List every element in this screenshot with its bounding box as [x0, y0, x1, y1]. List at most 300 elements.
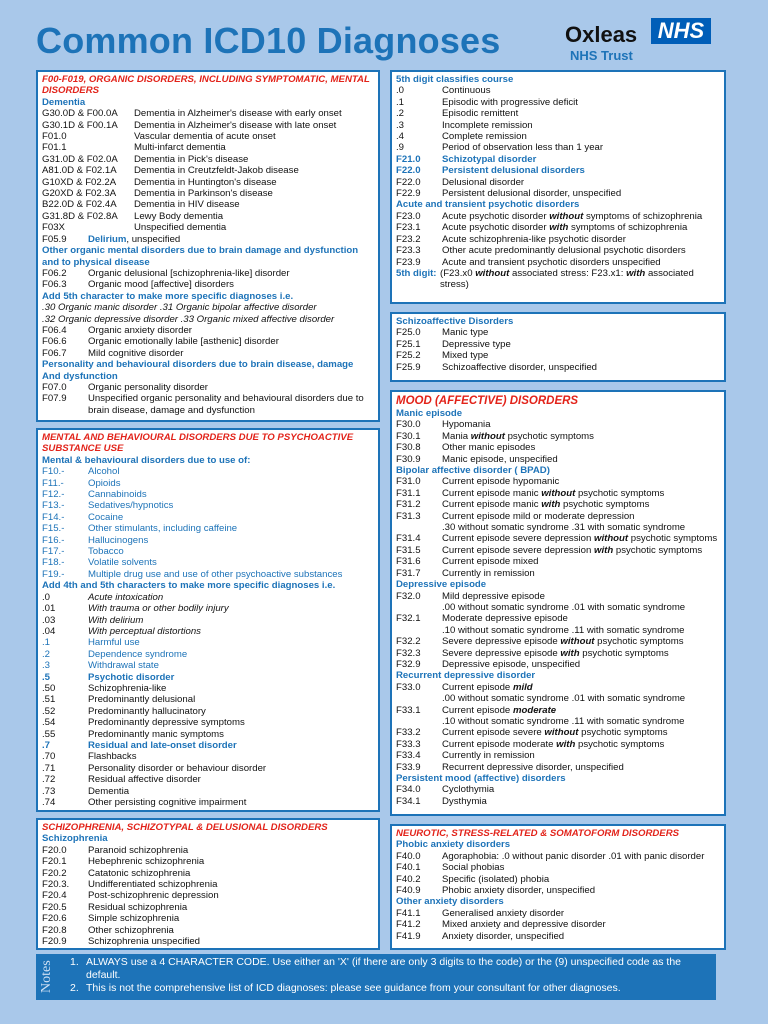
description: Dementia in Creutzfeldt-Jakob disease: [134, 165, 299, 177]
code: F20.8: [42, 924, 67, 936]
description: Undifferentiated schizophrenia: [88, 879, 218, 891]
code: G10XD & F02.2A: [42, 176, 117, 188]
code: .1: [396, 96, 405, 108]
list-item: F23.1 Acute psychotic disorder with symptoms of schizophrenia: [396, 222, 688, 234]
code: F22.9: [396, 188, 421, 200]
code: .70: [42, 751, 56, 763]
list-item: [42, 268, 374, 279]
code: .55: [42, 728, 56, 740]
description: Multiple drug use and use of other psychoactive substances: [88, 568, 343, 580]
section-heading: Acute and transient psychotic disorders: [396, 199, 580, 211]
description: Depressive type: [442, 338, 511, 350]
code: .3: [42, 660, 51, 672]
section-heading: Bipolar affective disorder ( BPAD): [396, 465, 550, 477]
code: .50: [42, 682, 56, 694]
code: .0: [42, 591, 51, 603]
list-item: [42, 108, 374, 119]
description: Predominantly delusional: [88, 694, 196, 706]
list-item: [42, 336, 374, 347]
code: G31.0D & F02.0A: [42, 153, 118, 165]
list-item: F31.5 Current episode severe depression with psychotic symptoms: [396, 544, 703, 556]
description: Simple schizophrenia: [88, 913, 180, 925]
list-item: F33.0 Current episode mild: [396, 681, 533, 693]
code: A81.0D & F02.1A: [42, 165, 117, 177]
list-item: [396, 97, 720, 108]
list-item: [42, 325, 374, 336]
description: Dementia in HIV disease: [134, 199, 240, 211]
list-item: [42, 546, 374, 557]
list-item: [396, 762, 720, 773]
description: Predominantly depressive symptoms: [88, 717, 245, 729]
list-item: [42, 660, 374, 671]
list-item: [42, 211, 374, 222]
list-item: .7 Residual and late-onset disorder: [42, 739, 237, 751]
code: F14.-: [42, 511, 65, 523]
list-item: [42, 523, 374, 534]
list-item: F31.2 Current episode manic with psychotic symptoms: [396, 499, 650, 511]
code: F20.3.: [42, 879, 70, 891]
code: F23.9: [396, 256, 421, 268]
code: F20.2: [42, 867, 67, 879]
description: Organic emotionally labile [asthenic] disorder: [88, 336, 279, 348]
code: F30.8: [396, 442, 421, 454]
section-heading: Dementia: [42, 96, 86, 108]
list-item: [42, 626, 374, 637]
brand-name: Oxleas: [565, 22, 638, 47]
code: F33.9: [396, 761, 421, 773]
nhs-logo: NHS: [651, 18, 711, 44]
list-item: [42, 879, 374, 890]
description: Multi-infarct dementia: [134, 142, 226, 154]
code: G30.0D & F00.0A: [42, 108, 118, 120]
description: Unspecified organic personality and behavioural disorders due to brain disease, damage and dysfunction: [88, 393, 364, 416]
list-item: [42, 142, 374, 153]
panel-heading: MENTAL AND BEHAVIOURAL DISORDERS DUE TO PSYCHOACTIVE SUBSTANCE USE: [42, 432, 354, 455]
list-item: [42, 615, 374, 626]
description: Mixed anxiety and depressive disorder: [442, 919, 606, 931]
list-item: [42, 557, 374, 568]
list-item: [396, 862, 720, 873]
description: Harmful use: [88, 637, 140, 649]
description: Organic mood [affective] disorders: [88, 279, 234, 291]
description: Dementia in Alzheimer's disease with late onset: [134, 119, 337, 131]
list-item: [42, 694, 374, 705]
schizophrenia-panel: [36, 818, 380, 950]
description: Dementia: [88, 785, 130, 797]
code: F06.4: [42, 324, 67, 336]
section-heading: Personality and behavioural disorders due to brain disease, damage And dysfunction: [42, 359, 354, 382]
sub-line: .00 without somatic syndrome .01 with somatic syndrome: [442, 693, 686, 705]
code: .71: [42, 762, 56, 774]
description: Organic anxiety disorder: [88, 324, 192, 336]
description: Dependence syndrome: [88, 648, 188, 660]
code: F25.2: [396, 350, 421, 362]
description: Period of observation less than 1 year: [442, 142, 604, 154]
list-item: [42, 199, 374, 210]
code: F40.9: [396, 885, 421, 897]
description: Other persisting cognitive impairment: [88, 797, 247, 808]
description: Personality disorder or behaviour disorder: [88, 762, 267, 774]
list-item: [396, 885, 720, 896]
description: Anxiety disorder, unspecified: [442, 930, 565, 942]
list-item: [396, 784, 720, 795]
list-item: [396, 362, 720, 373]
list-item: [396, 234, 720, 245]
section-heading: Schizoaffective Disorders: [396, 316, 514, 327]
section-heading: Schizophrenia: [42, 833, 108, 845]
note-item: 1. ALWAYS use a 4 CHARACTER CODE. Use either an 'X' (if there are only 3 digits to the code) or the (9) unspecified code as the default.: [70, 956, 682, 981]
list-item: [42, 535, 374, 546]
schizoaffective-panel: [390, 312, 726, 382]
description: Social phobias: [442, 862, 505, 874]
description: Cannabinoids: [88, 489, 147, 501]
code: F20.0: [42, 844, 67, 856]
list-item: [42, 188, 374, 199]
list-item: F05.9 Delirium, unspecified: [42, 233, 181, 245]
list-item: F31.3 Current episode mild or moderate depression: [396, 510, 635, 522]
panel-heading: F00-F019, ORGANIC DISORDERS, INCLUDING SYMPTOMATIC, MENTAL DISORDERS: [42, 74, 370, 97]
list-item: [42, 868, 374, 879]
list-item: F23.0 Acute psychotic disorder without symptoms of schizophrenia: [396, 210, 703, 222]
sub-line: .10 without somatic syndrome .11 with somatic syndrome: [442, 624, 685, 636]
list-item: [42, 913, 374, 924]
code: F01.1: [42, 142, 67, 154]
code: F11.-: [42, 477, 64, 489]
list-item: F30.1 Mania without psychotic symptoms: [396, 430, 594, 442]
list-item: [396, 908, 720, 919]
list-item: [396, 120, 720, 131]
code: F41.9: [396, 930, 421, 942]
list-item: [42, 729, 374, 740]
description: Cocaine: [88, 511, 124, 523]
list-item: [396, 339, 720, 350]
code: F25.1: [396, 338, 421, 350]
list-item: [396, 245, 720, 256]
description: Unspecified dementia: [134, 222, 227, 234]
code: F01.0: [42, 131, 67, 143]
section-heading: Add 5th character to make more specific diagnoses i.e.: [42, 290, 294, 302]
code: F20.5: [42, 901, 67, 913]
list-item: [42, 177, 374, 188]
code: .51: [42, 694, 56, 706]
brand-logo: [565, 18, 715, 63]
code: F30.9: [396, 453, 421, 465]
description: With perceptual distortions: [88, 625, 201, 637]
code: .01: [42, 603, 56, 615]
list-item: [42, 925, 374, 936]
section-heading: Other anxiety disorders: [396, 896, 504, 908]
description: Tobacco: [88, 546, 124, 558]
page-title: Common ICD10 Diagnoses: [36, 20, 501, 61]
description: Delusional disorder: [442, 176, 525, 188]
description: Continuous: [442, 85, 491, 97]
list-item: [42, 717, 374, 728]
list-item: [396, 188, 720, 199]
code: .54: [42, 717, 56, 729]
description: Manic episode, unspecified: [442, 453, 558, 465]
description: Current episode mixed: [442, 556, 539, 568]
description: Dementia in Huntington's disease: [134, 176, 277, 188]
sub-line: .00 without somatic syndrome .01 with somatic syndrome: [442, 601, 686, 613]
description: Persistent delusional disorder, unspecified: [442, 188, 622, 200]
description: Residual affective disorder: [88, 774, 201, 786]
description: Schizophrenia unspecified: [88, 936, 201, 948]
description: Other manic episodes: [442, 442, 536, 454]
list-item: [396, 919, 720, 930]
substance-use-panel: [36, 428, 380, 812]
description: Generalised anxiety disorder: [442, 907, 565, 919]
code: F15.-: [42, 523, 65, 535]
description: Catatonic schizophrenia: [88, 867, 191, 879]
section-heading: Manic episode: [396, 408, 463, 419]
list-item: F31.0 Current episode hypomanic: [396, 476, 560, 488]
description: Predominantly hallucinatory: [88, 705, 206, 717]
code: F31.7: [396, 567, 421, 579]
list-item: [42, 902, 374, 913]
code: .04: [42, 625, 56, 637]
code: F31.6: [396, 556, 421, 568]
section-heading: Add 4th and 5th characters to make more specific diagnoses i.e.: [42, 580, 336, 592]
code: F20.1: [42, 856, 67, 868]
code: .72: [42, 774, 56, 786]
list-item: 5th digit: (F23.x0 without associated stress: F23.x1: with associated stress): [396, 267, 694, 291]
code: G31.8D & F02.8A: [42, 210, 118, 222]
list-item: F33.3 Current episode moderate with psychotic symptoms: [396, 738, 665, 750]
code: .2: [42, 648, 51, 660]
list-item: [396, 750, 720, 761]
list-item: [42, 165, 374, 176]
code: F20.4: [42, 890, 67, 902]
description: Specific (isolated) phobia: [442, 873, 550, 885]
organic-disorders-panel: [36, 70, 380, 422]
description: Paranoid schizophrenia: [88, 844, 189, 856]
list-item: [396, 874, 720, 885]
description: Lewy Body dementia: [134, 210, 224, 222]
list-item: [396, 142, 720, 153]
code: F40.1: [396, 862, 421, 874]
code: F20.6: [42, 913, 67, 925]
code: F13.-: [42, 500, 65, 512]
section-heading: Mental & behavioural disorders due to use of:: [42, 454, 251, 466]
list-item: [42, 890, 374, 901]
list-item: [42, 489, 374, 500]
list-item: [42, 512, 374, 523]
description: Acute intoxication: [88, 591, 164, 603]
code: F18.-: [42, 557, 65, 569]
description: Residual schizophrenia: [88, 901, 188, 913]
description: Vascular dementia of acute onset: [134, 131, 276, 143]
list-item: [42, 751, 374, 762]
code: F12.-: [42, 489, 65, 501]
list-item: [42, 845, 374, 856]
description: Hallucinogens: [88, 534, 149, 546]
list-item: [396, 350, 720, 361]
code: F34.1: [396, 795, 421, 807]
code: F40.2: [396, 873, 421, 885]
list-item: F31.1 Current episode manic without psychotic symptoms: [396, 487, 665, 499]
code: .4: [396, 131, 405, 143]
code: .9: [396, 142, 405, 154]
mood-disorders-panel: [390, 390, 726, 816]
description: Dementia in Parkinson's disease: [134, 188, 273, 200]
panel-heading: SCHIZOPHRENIA, SCHIZOTYPAL & DELUSIONAL DISORDERS: [42, 822, 328, 833]
description: Mild cognitive disorder: [88, 347, 184, 359]
list-item: F30.0 Hypomania: [396, 419, 491, 431]
code: F06.2: [42, 267, 67, 279]
description: Flashbacks: [88, 751, 137, 763]
code: .2: [396, 108, 405, 120]
sub-line: .10 without somatic syndrome .11 with somatic syndrome: [442, 715, 685, 727]
section-heading: Depressive episode: [396, 579, 487, 591]
description: Acute schizophrenia-like psychotic disorder: [442, 233, 626, 245]
sub-line: .30 without somatic syndrome .31 with somatic syndrome: [442, 522, 686, 534]
code: G20XD & F02.3A: [42, 188, 117, 200]
description: With trauma or other bodily injury: [88, 603, 229, 615]
list-item: [42, 637, 374, 648]
section-heading: Phobic anxiety disorders: [396, 839, 511, 851]
description: Opioids: [88, 477, 121, 489]
list-item: [396, 796, 720, 807]
list-item: F32.0 Mild depressive episode: [396, 590, 545, 602]
description: Currently in remission: [442, 567, 535, 579]
neurotic-disorders-panel: [390, 824, 726, 950]
list-item: F32.1 Moderate depressive episode: [396, 613, 568, 625]
description: Withdrawal state: [88, 660, 159, 672]
list-item: [42, 774, 374, 785]
notes-label: Notes: [39, 960, 54, 994]
code: F20.9: [42, 936, 67, 948]
list-item: [42, 382, 374, 393]
description: Currently in remission: [442, 750, 535, 762]
panel-heading: MOOD (AFFECTIVE) DISORDERS: [396, 395, 579, 407]
brand-trust: NHS Trust: [570, 48, 633, 63]
description: Cyclothymia: [442, 784, 495, 796]
list-item: F22.0 Persistent delusional disorders: [396, 165, 585, 177]
note-line: .30 Organic manic disorder .31 Organic bipolar affective disorder: [42, 302, 317, 314]
code: .0: [396, 85, 405, 97]
section-heading: Persistent mood (affective) disorders: [396, 773, 566, 784]
description: Episodic with progressive deficit: [442, 96, 578, 108]
list-item: [396, 327, 720, 338]
description: Other schizophrenia: [88, 924, 174, 936]
list-item: F32.9 Depressive episode, unspecified: [396, 658, 581, 670]
description: Alcohol: [88, 466, 120, 478]
description: Other stimulants, including caffeine: [88, 523, 238, 535]
list-item: [42, 683, 374, 694]
code: F34.0: [396, 784, 421, 796]
list-item: F33.2 Current episode severe without psychotic symptoms: [396, 727, 668, 739]
description: Dementia in Pick's disease: [134, 153, 249, 165]
list-item: F32.2 Severe depressive episode without psychotic symptoms: [396, 636, 684, 648]
list-item: [42, 120, 374, 131]
panel-heading: NEUROTIC, STRESS-RELATED & SOMATOFORM DISORDERS: [396, 828, 680, 839]
list-item: [396, 442, 720, 453]
description: Post-schizophrenic depression: [88, 890, 219, 902]
code: F07.9: [42, 393, 67, 405]
description: Predominantly manic symptoms: [88, 728, 224, 740]
list-item: [42, 222, 374, 233]
code: F17.-: [42, 546, 65, 558]
list-item: [42, 478, 374, 489]
list-item: F33.1 Current episode moderate: [396, 704, 557, 716]
code: .73: [42, 785, 56, 797]
code: F10.-: [42, 466, 65, 478]
code: .3: [396, 119, 405, 131]
list-item: [396, 177, 720, 188]
code: .74: [42, 797, 56, 808]
list-item: [42, 706, 374, 717]
list-item: [42, 797, 374, 808]
code: F07.0: [42, 381, 67, 393]
description: Incomplete remission: [442, 119, 533, 131]
list-item: [42, 500, 374, 511]
code: F25.0: [396, 327, 421, 339]
description: Schizophrenia-like: [88, 682, 167, 694]
list-item: [42, 569, 374, 580]
list-item: [42, 131, 374, 142]
description: With delirium: [88, 614, 144, 626]
description: Acute and transient psychotic disorders unspecified: [442, 256, 661, 268]
description: Other acute predominantly delusional psychotic disorders: [442, 245, 686, 257]
note-item: 2. This is not the comprehensive list of ICD diagnoses: please see guidance from your consultant for other diagnoses.: [70, 982, 621, 994]
list-item: [396, 257, 720, 268]
code: F16.-: [42, 534, 65, 546]
note-line: .32 Organic depressive disorder .33 Organic mixed affective disorder: [42, 313, 335, 325]
code: F41.2: [396, 919, 421, 931]
list-item: [42, 466, 374, 477]
description: Episodic remittent: [442, 108, 519, 120]
list-item: .5 Psychotic disorder: [42, 671, 175, 683]
course-and-delusional-panel: [390, 70, 726, 304]
description: Manic type: [442, 327, 489, 339]
section-heading: 5th digit classifies course: [396, 74, 514, 85]
description: Recurrent depressive disorder, unspecified: [442, 761, 624, 773]
code: F06.7: [42, 347, 67, 359]
list-item: [42, 649, 374, 660]
description: Phobic anxiety disorder, unspecified: [442, 885, 596, 897]
code: F40.0: [396, 850, 421, 862]
list-item: [42, 936, 374, 947]
list-item: [396, 85, 720, 96]
description: Schizoaffective disorder, unspecified: [442, 361, 598, 373]
list-item: [396, 131, 720, 142]
code: F03X: [42, 222, 65, 234]
description: Hebephrenic schizophrenia: [88, 856, 205, 868]
code: F33.4: [396, 750, 421, 762]
list-item: [42, 603, 374, 614]
code: B22.0D & F02.4A: [42, 199, 117, 211]
description: Agoraphobia: .0 without panic disorder .01 with panic disorder: [442, 850, 705, 862]
list-item: [396, 931, 720, 942]
list-item: [42, 393, 374, 416]
code: F23.2: [396, 233, 421, 245]
notes-bar: [36, 954, 716, 1000]
section-heading: Recurrent depressive disorder: [396, 670, 536, 682]
description: Volatile solvents: [88, 557, 157, 569]
description: Complete remission: [442, 131, 527, 143]
list-item: [42, 154, 374, 165]
list-item: F21.0 Schizotypal disorder: [396, 153, 537, 165]
description: Mixed type: [442, 350, 489, 362]
code: F06.3: [42, 279, 67, 291]
list-item: [396, 568, 720, 579]
list-item: [396, 454, 720, 465]
description: Organic personality disorder: [88, 381, 208, 393]
list-item: [42, 279, 374, 290]
list-item: [42, 856, 374, 867]
code: G30.1D & F00.1A: [42, 119, 118, 131]
list-item: [42, 592, 374, 603]
